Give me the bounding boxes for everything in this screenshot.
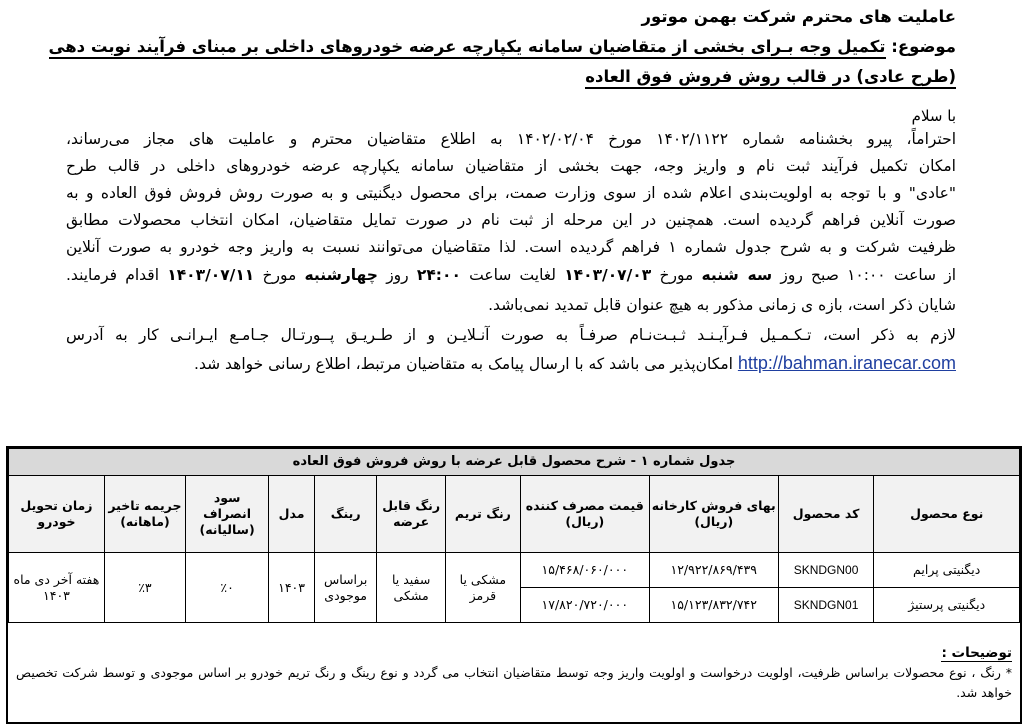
notes-text: * رنگ ، نوع محصولات براساس ظرفیت، اولویت درخواست و اولویت واریز وجه توسط متقاضیان انتخاب می گردد و نوع رینگ و رنگ تریم خودرو بر اساس موجودی و توسط شرکت تخصیص خواهد شد.: [16, 665, 1012, 700]
para3-line-2: [66, 350, 956, 379]
date-weekday-end: چهارشنبه: [304, 266, 378, 284]
subject-line-1: [49, 36, 956, 58]
col-product-code: کد محصول: [778, 476, 874, 553]
cell-rim: براساس موجودی: [314, 553, 376, 623]
col-delivery-time: زمان تحویل خودرو: [9, 476, 105, 553]
cell-model: ۱۴۰۳: [269, 553, 315, 623]
text-fragment: روز: [377, 266, 417, 284]
table-header-row: [9, 476, 1020, 553]
cell-consumer-price: ۱۵/۴۶۸/۰۶۰/۰۰۰: [520, 553, 649, 588]
cell-body-color: سفید یا مشکی: [377, 553, 446, 623]
subject-text-2: (طرح عادی) در قالب روش فروش فوق العاده: [585, 67, 956, 89]
col-body-color: رنگ قابل عرضه: [377, 476, 446, 553]
text-fragment: از ساعت ۱۰:۰۰ صبح روز: [772, 266, 957, 284]
table-caption: جدول شماره ۱ - شرح محصول قابل عرضه با روش فروش فوق العاده: [9, 449, 1020, 476]
col-trim-color: رنگ تریم: [445, 476, 520, 553]
para3-line-1: لازم به ذکر است، تـکـمـیل فـرآیـنـد ثـبـت‌نـام صرفـاً به صورت آنـلایـن و از طـریـق پــورتـال جـامـع ایـرانـی کار به آدرس: [66, 326, 956, 344]
product-table-box: [6, 446, 1022, 724]
date-weekday-start: سه شنبه: [701, 266, 773, 284]
col-factory-price: بهای فروش کارخانه (ریال): [649, 476, 778, 553]
col-delay-penalty: جریمه تاخیر (ماهانه): [104, 476, 185, 553]
table-row: [9, 553, 1020, 588]
cell-factory-price: ۱۵/۱۲۳/۸۳۲/۷۴۲: [649, 588, 778, 623]
text-fragment: اقدام فرمایند.: [66, 266, 168, 284]
cell-trim-color: مشکی یا قرمز: [445, 553, 520, 623]
cell-product-type: دیگنیتی پرایم: [874, 553, 1020, 588]
text-fragment: مورخ: [651, 266, 702, 284]
greeting: با سلام: [911, 107, 956, 125]
para2: شایان ذکر است، بازه ی زمانی مذکور به هیچ عنوان قابل تمدید نمی‌باشد.: [488, 296, 956, 314]
subject-text-1: تکمیل وجه بـرای بخشی از متقاضیان سامانه یکپارچه عرضه خودروهای داخلی بر مبنای فرآیند نوبت دهی: [49, 37, 886, 59]
addressee: عاملیت های محترم شرکت بهمن موتور: [641, 7, 956, 26]
time-end: ۲۴:۰۰: [416, 266, 461, 284]
para3-rest: امکان‌پذیر می باشد که با ارسال پیامک به متقاضیان مرتبط، اطلاع رسانی خواهد شد.: [194, 355, 738, 373]
cell-cancel-profit: ٪۰: [186, 553, 269, 623]
cell-product-code: SKNDGN01: [778, 588, 874, 623]
para1-line-5: ظرفیت شرکت و به شرح جدول شماره ۱ فراهم گردیده است. لذا متقاضیان می‌توانند نسبت به واریز وجه خودرو به صورت آنلاین: [66, 238, 956, 256]
text-fragment: لغایت ساعت: [460, 266, 565, 284]
notes-title: [16, 643, 1012, 663]
col-cancel-profit: سود انصراف (سالیانه): [186, 476, 269, 553]
portal-link[interactable]: http://bahman.iranecar.com: [737, 353, 956, 373]
subject-label: موضوع:: [891, 37, 956, 56]
para1-line-2: امکان تکمیل فرآیند ثبت نام و واریز وجه، جهت بخشی از متقاضیان سامانه یکپارچه عرضه خودروهای داخلی در قالب طرح: [66, 157, 956, 175]
subject-line-2: [585, 66, 956, 88]
col-product-type: نوع محصول: [874, 476, 1020, 553]
cell-delay-penalty: ٪۳: [104, 553, 185, 623]
product-table: [8, 448, 1020, 623]
date-end: ۱۴۰۳/۰۷/۱۱: [167, 266, 255, 284]
notes-title-text: توضیحات :: [941, 645, 1012, 661]
col-model: مدل: [269, 476, 315, 553]
cell-consumer-price: ۱۷/۸۲۰/۷۲۰/۰۰۰: [520, 588, 649, 623]
para1-line-4: صورت آنلاین فراهم گردیده است. همچنین در این مرحله از ثبت نام در صورت تمایل متقاضیان، امکان انتخاب محصولات مطابق: [66, 211, 956, 229]
col-rim: رینگ: [314, 476, 376, 553]
para1-line-1: احتراماً، پیرو بخشنامه شماره ۱۴۰۲/۱۱۲۲ مورخ ۱۴۰۲/۰۲/۰۴ به اطلاع متقاضیان محترم و عاملیت های مجاز می‌رساند،: [66, 130, 956, 148]
col-consumer-price: قیمت مصرف کننده (ریال): [520, 476, 649, 553]
text-fragment: مورخ: [254, 266, 305, 284]
date-start: ۱۴۰۳/۰۷/۰۳: [564, 266, 652, 284]
para1-line-6: [66, 262, 956, 290]
table-notes: [16, 643, 1012, 703]
cell-delivery-time: هفته آخر دی ماه ۱۴۰۳: [9, 553, 105, 623]
para1-line-3: "عادی" و با توجه به اولویت‌بندی اعلام شده از سوی وزارت صمت، برای محصول دیگنیتی و به صورت روش فروش فوق العاده و به: [66, 184, 956, 202]
cell-product-code: SKNDGN00: [778, 553, 874, 588]
cell-product-type: دیگنیتی پرستیژ: [874, 588, 1020, 623]
cell-factory-price: ۱۲/۹۲۲/۸۶۹/۴۳۹: [649, 553, 778, 588]
